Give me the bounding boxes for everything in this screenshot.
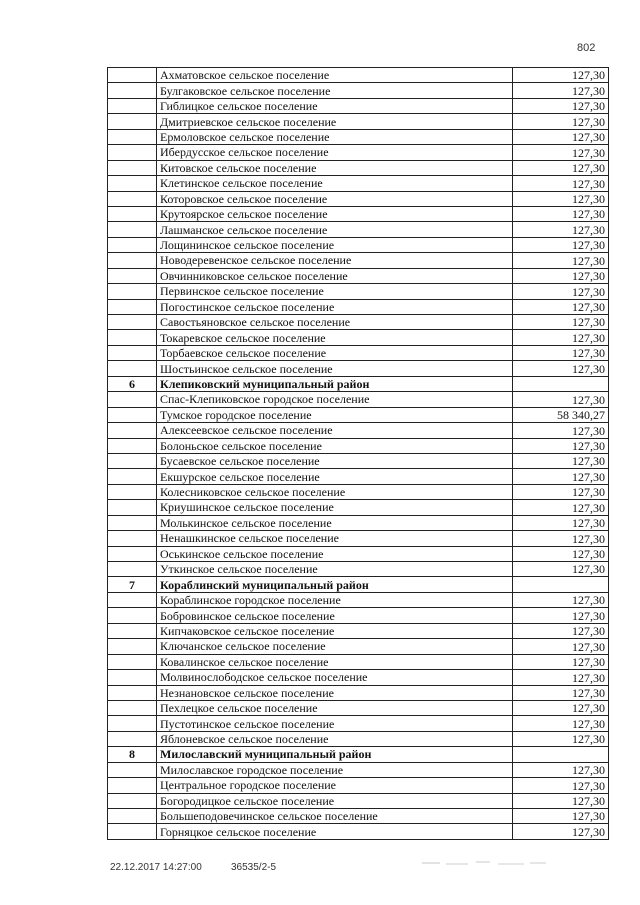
row-number [108,531,157,546]
settlement-name: Пустотинское сельское поселение [157,716,513,731]
row-number [108,114,157,129]
table-row [108,222,609,237]
settlement-name: Молвинослободское сельское поселение [157,670,513,685]
settlement-name: Незнановское сельское поселение [157,685,513,700]
amount-value: 127,30 [513,176,609,191]
district-row [108,577,609,592]
amount-value: 127,30 [513,145,609,160]
row-number [108,160,157,175]
table-row [108,392,609,407]
settlement-name: Ключанское сельское поселение [157,639,513,654]
table-row [108,438,609,453]
amount-value: 58 340,27 [513,407,609,422]
settlement-name: Центральное городское поселение [157,778,513,793]
table-row [108,176,609,191]
row-number [108,222,157,237]
settlement-name: Оськинское сельское поселение [157,546,513,561]
row-number [108,345,157,360]
row-number [108,253,157,268]
table-row [108,114,609,129]
row-number [108,562,157,577]
table-row [108,546,609,561]
settlement-name: Крутоярское сельское поселение [157,206,513,221]
amount-value: 127,30 [513,623,609,638]
amount-value: 127,30 [513,592,609,607]
row-number [108,824,157,839]
row-number [108,654,157,669]
row-number [108,361,157,376]
settlement-name: Спас-Клепиковское городское поселение [157,392,513,407]
row-number [108,623,157,638]
scan-noise [420,858,550,872]
table-row [108,284,609,299]
row-number [108,762,157,777]
amount-value: 127,30 [513,778,609,793]
amount-value: 127,30 [513,809,609,824]
row-number [108,191,157,206]
settlement-name: Савостьяновское сельское поселение [157,315,513,330]
settlement-name: Овчинниковское сельское поселение [157,268,513,283]
row-number [108,608,157,623]
table-row [108,407,609,422]
settlement-name: Лашманское сельское поселение [157,222,513,237]
table-row [108,639,609,654]
table-row [108,716,609,731]
table-row [108,206,609,221]
settlement-name: Новодеревенское сельское поселение [157,253,513,268]
amount-value [513,376,609,391]
amount-value: 127,30 [513,531,609,546]
settlement-name: Лощининское сельское поселение [157,237,513,252]
row-number [108,731,157,746]
settlement-name: Ахматовское сельское поселение [157,68,513,83]
row-number [108,716,157,731]
amount-value: 127,30 [513,562,609,577]
row-number [108,484,157,499]
settlement-name: Большеподовечинское сельское поселение [157,809,513,824]
row-number [108,793,157,808]
table-row [108,654,609,669]
table-row [108,623,609,638]
row-number [108,407,157,422]
settlement-name: Первинское сельское поселение [157,284,513,299]
table-row [108,685,609,700]
amount-value: 127,30 [513,700,609,715]
table-row [108,500,609,515]
settlement-name: Милославское городское поселение [157,762,513,777]
amount-value: 127,30 [513,83,609,98]
row-number [108,500,157,515]
table-row [108,592,609,607]
table-row [108,129,609,144]
settlement-name: Молькинское сельское поселение [157,515,513,530]
table-row [108,98,609,113]
amount-value: 127,30 [513,222,609,237]
row-number [108,515,157,530]
settlement-name: Которовское сельское поселение [157,191,513,206]
settlement-name: Булгаковское сельское поселение [157,83,513,98]
settlement-name: Ибердусское сельское поселение [157,145,513,160]
settlement-name: Кораблинский муниципальный район [157,577,513,592]
row-number [108,592,157,607]
amount-value: 127,30 [513,731,609,746]
table-row [108,484,609,499]
amount-value: 127,30 [513,330,609,345]
settlement-name: Криушинское сельское поселение [157,500,513,515]
settlement-name: Погостинское сельское поселение [157,299,513,314]
table-row [108,562,609,577]
amount-value: 127,30 [513,824,609,839]
amount-value: 127,30 [513,546,609,561]
amount-value: 127,30 [513,639,609,654]
settlement-name: Ермоловское сельское поселение [157,129,513,144]
table-row [108,670,609,685]
amount-value: 127,30 [513,191,609,206]
table-row [108,515,609,530]
table-row [108,762,609,777]
row-number [108,284,157,299]
settlement-name: Тумское городское поселение [157,407,513,422]
settlement-name: Болоньское сельское поселение [157,438,513,453]
row-number [108,639,157,654]
table-row [108,253,609,268]
settlement-name: Бобровинское сельское поселение [157,608,513,623]
settlement-name: Дмитриевское сельское поселение [157,114,513,129]
amount-value: 127,30 [513,68,609,83]
amount-value: 127,30 [513,500,609,515]
settlement-name: Екшурское сельское поселение [157,469,513,484]
settlement-name: Алексеевское сельское поселение [157,423,513,438]
settlement-name: Уткинское сельское поселение [157,562,513,577]
settlement-name: Милославский муниципальный район [157,747,513,762]
amount-value: 127,30 [513,670,609,685]
amount-value: 127,30 [513,129,609,144]
amount-value: 127,30 [513,762,609,777]
settlement-name: Китовское сельское поселение [157,160,513,175]
table-row [108,268,609,283]
amount-value: 127,30 [513,654,609,669]
row-number [108,299,157,314]
amount-value: 127,30 [513,793,609,808]
settlement-name: Гиблицкое сельское поселение [157,98,513,113]
row-number [108,700,157,715]
row-number [108,685,157,700]
row-number: 7 [108,577,157,592]
settlement-name: Пехлецкое сельское поселение [157,700,513,715]
table-row [108,778,609,793]
settlement-name: Кипчаковское сельское поселение [157,623,513,638]
amount-value: 127,30 [513,345,609,360]
row-number: 8 [108,747,157,762]
settlement-name: Токаревское сельское поселение [157,330,513,345]
district-row [108,747,609,762]
settlement-name: Ненашкинское сельское поселение [157,531,513,546]
row-number [108,423,157,438]
row-number [108,453,157,468]
amount-value: 127,30 [513,392,609,407]
row-number [108,98,157,113]
row-number [108,392,157,407]
settlement-name: Яблоневское сельское поселение [157,731,513,746]
district-row [108,376,609,391]
row-number [108,315,157,330]
amount-value: 127,30 [513,114,609,129]
table-row [108,423,609,438]
row-number [108,778,157,793]
settlement-name: Ковалинское сельское поселение [157,654,513,669]
table-row [108,345,609,360]
row-number: 6 [108,376,157,391]
table-row [108,793,609,808]
table-row [108,145,609,160]
amount-value: 127,30 [513,484,609,499]
table-row [108,453,609,468]
amount-value [513,577,609,592]
table-row [108,824,609,839]
table-row [108,160,609,175]
amount-value: 127,30 [513,716,609,731]
table-row [108,809,609,824]
amount-value: 127,30 [513,438,609,453]
amount-value: 127,30 [513,237,609,252]
settlement-name: Клетинское сельское поселение [157,176,513,191]
table-row [108,531,609,546]
table-row [108,191,609,206]
table-row [108,315,609,330]
row-number [108,546,157,561]
row-number [108,809,157,824]
table-row [108,608,609,623]
row-number [108,330,157,345]
amount-value: 127,30 [513,423,609,438]
row-number [108,176,157,191]
table-row [108,299,609,314]
row-number [108,145,157,160]
settlement-name: Колесниковское сельское поселение [157,484,513,499]
row-number [108,237,157,252]
table-row [108,68,609,83]
row-number [108,469,157,484]
table-body [108,68,609,840]
amount-value: 127,30 [513,453,609,468]
amount-value: 127,30 [513,160,609,175]
amount-value: 127,30 [513,98,609,113]
table-row [108,469,609,484]
amount-value: 127,30 [513,206,609,221]
row-number [108,438,157,453]
table-row [108,700,609,715]
row-number [108,129,157,144]
footer-timestamp: 22.12.2017 14:27:00 [110,862,202,873]
amount-value: 127,30 [513,608,609,623]
settlement-name: Торбаевское сельское поселение [157,345,513,360]
row-number [108,268,157,283]
amount-value: 127,30 [513,685,609,700]
amount-value: 127,30 [513,268,609,283]
row-number [108,206,157,221]
settlement-name: Богородицкое сельское поселение [157,793,513,808]
table-row [108,361,609,376]
amount-value: 127,30 [513,515,609,530]
amount-value: 127,30 [513,253,609,268]
footer-doc-code: 36535/2-5 [231,862,277,873]
table-row [108,731,609,746]
page-number: 802 [577,42,596,54]
table-row [108,83,609,98]
table-row [108,237,609,252]
table-row [108,330,609,345]
amount-value: 127,30 [513,284,609,299]
amount-value [513,747,609,762]
settlement-table [107,67,609,840]
settlement-name: Кораблинское городское поселение [157,592,513,607]
amount-value: 127,30 [513,469,609,484]
amount-value: 127,30 [513,315,609,330]
row-number [108,68,157,83]
amount-value: 127,30 [513,361,609,376]
settlement-name: Горняцкое сельское поселение [157,824,513,839]
settlement-name: Шостьинское сельское поселение [157,361,513,376]
row-number [108,83,157,98]
settlement-name: Бусаевское сельское поселение [157,453,513,468]
amount-value: 127,30 [513,299,609,314]
settlement-name: Клепиковский муниципальный район [157,376,513,391]
row-number [108,670,157,685]
